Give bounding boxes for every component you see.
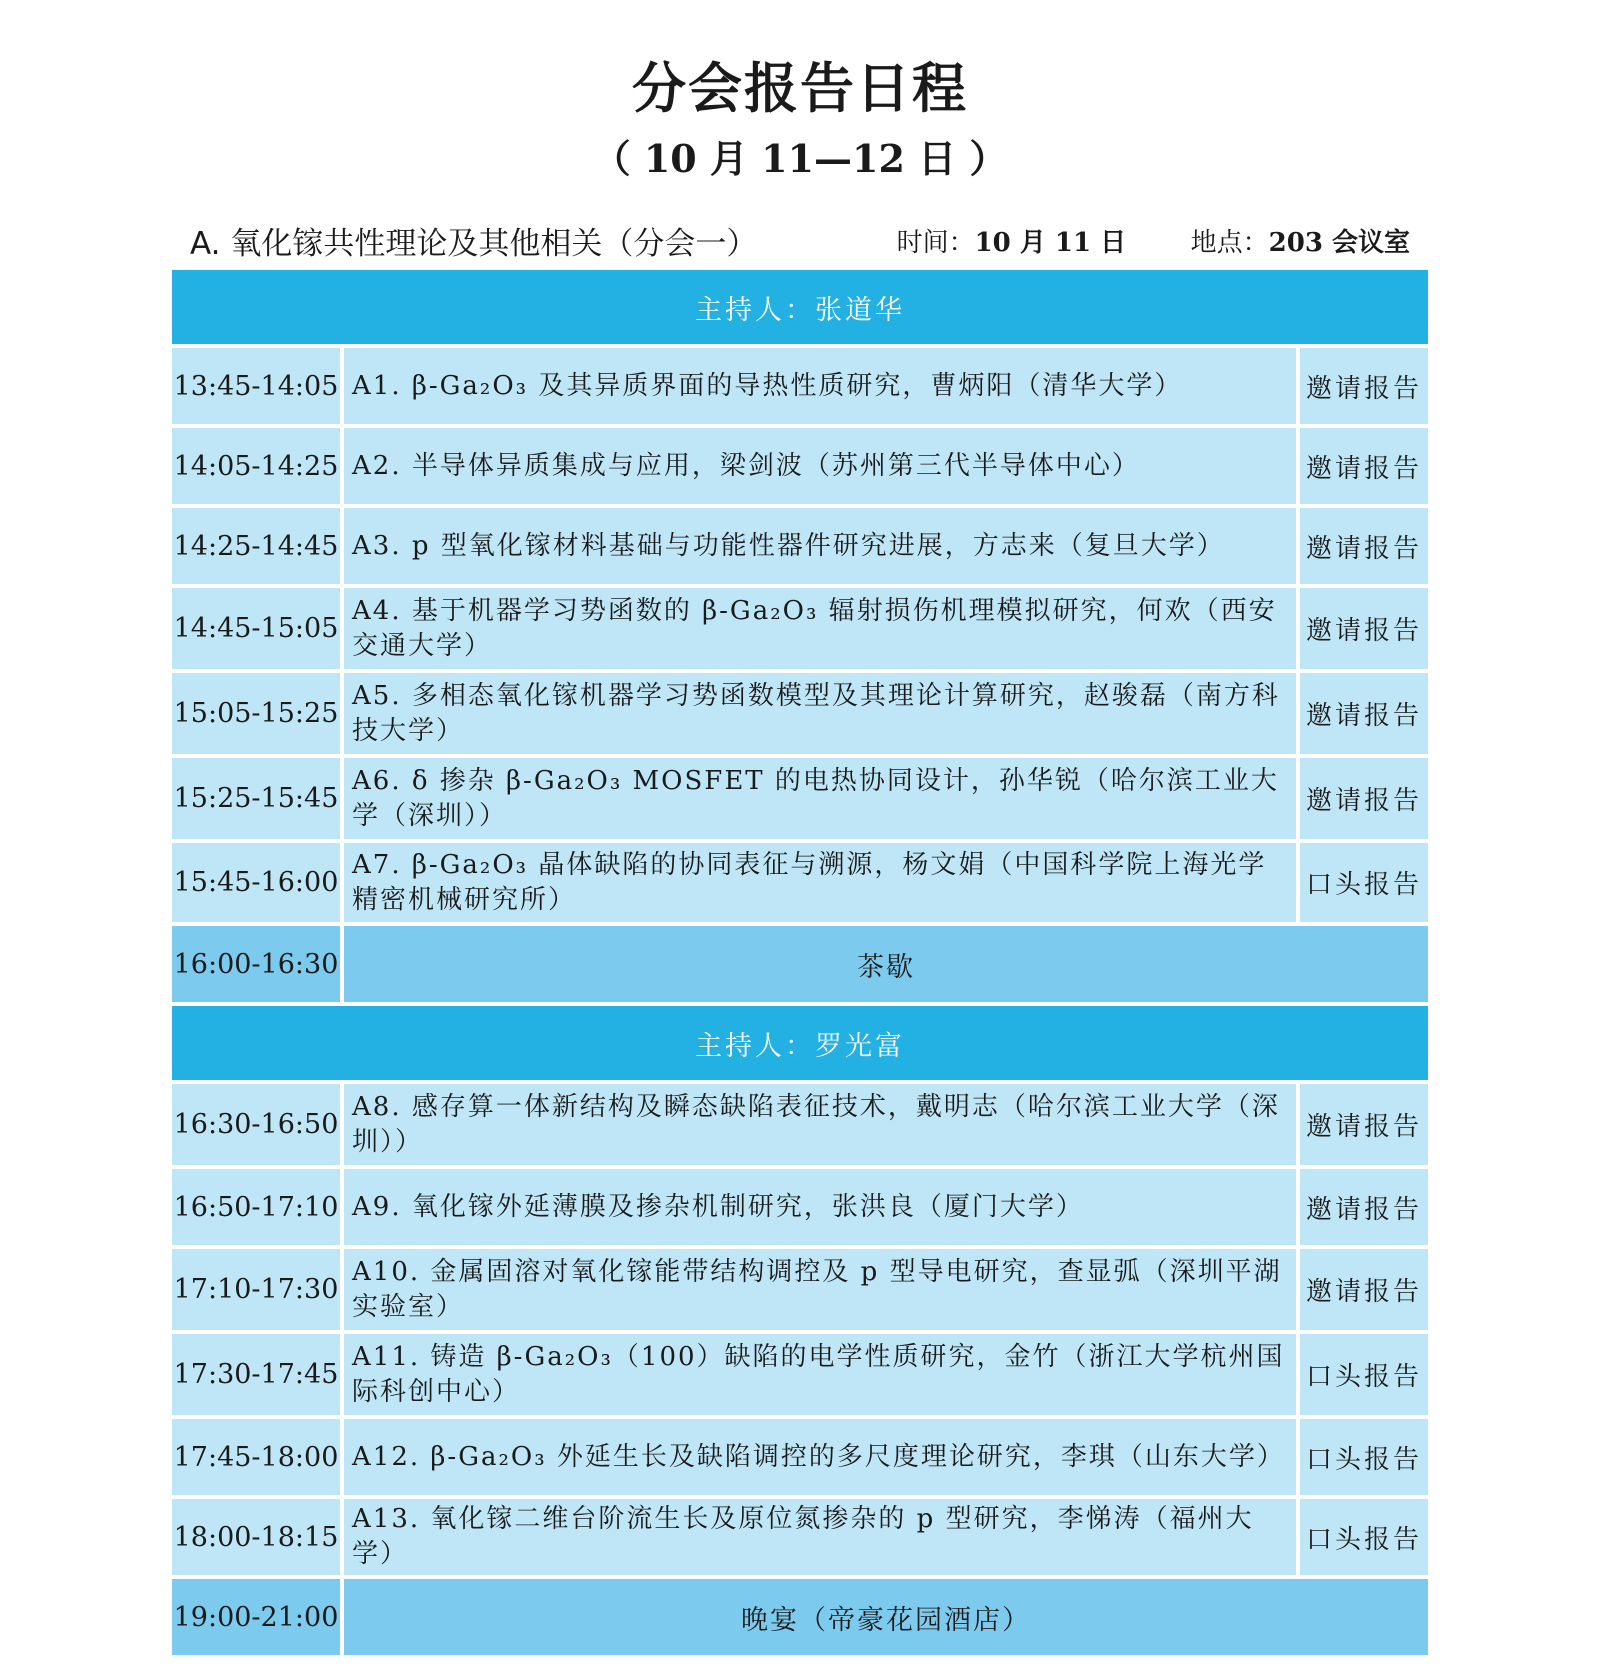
- break-row: [172, 926, 1428, 1002]
- time-label: 时间：: [896, 228, 975, 258]
- row-time: 13:45-14:05: [172, 348, 340, 424]
- row-time: 16:50-17:10: [172, 1169, 340, 1245]
- row-type: 邀请报告: [1300, 428, 1428, 504]
- break-time: 16:00-16:30: [172, 926, 340, 1002]
- row-content: A12. β-Ga₂O₃ 外延生长及缺陷调控的多尺度理论研究，李琪（山东大学）: [344, 1419, 1296, 1495]
- row-time: 16:30-16:50: [172, 1084, 340, 1165]
- row-time: 14:05-14:25: [172, 428, 340, 504]
- host-banner: 主持人：张道华: [172, 270, 1428, 344]
- page-title: 分会报告日程: [632, 57, 968, 120]
- table-row: [172, 588, 1428, 669]
- row-content: A5. 多相态氧化镓机器学习势函数模型及其理论计算研究，赵骏磊（南方科技大学）: [344, 673, 1296, 754]
- row-time: 15:45-16:00: [172, 843, 340, 922]
- row-type: 邀请报告: [1300, 758, 1428, 839]
- row-content: A11. 铸造 β-Ga₂O₃（100）缺陷的电学性质研究，金竹（浙江大学杭州国际科创中心）: [344, 1334, 1296, 1415]
- row-type: 口头报告: [1300, 1334, 1428, 1415]
- table-row: [172, 758, 1428, 839]
- time-value: 10 月 11 日: [974, 228, 1127, 258]
- row-content: A9. 氧化镓外延薄膜及掺杂机制研究，张洪良（厦门大学）: [344, 1169, 1296, 1245]
- row-time: 17:30-17:45: [172, 1334, 340, 1415]
- row-type: 邀请报告: [1300, 348, 1428, 424]
- table-row: [172, 1499, 1428, 1575]
- table-row: [172, 428, 1428, 504]
- row-type: 邀请报告: [1300, 1249, 1428, 1330]
- row-content: A10. 金属固溶对氧化镓能带结构调控及 p 型导电研究，查显弧（深圳平湖实验室）: [344, 1249, 1296, 1330]
- row-time: 15:25-15:45: [172, 758, 340, 839]
- row-time: 17:45-18:00: [172, 1419, 340, 1495]
- host-banner: 主持人：罗光富: [172, 1006, 1428, 1080]
- table-row: [172, 1169, 1428, 1245]
- table-row: [172, 1419, 1428, 1495]
- session-meta: [897, 222, 1410, 259]
- row-content: A6. δ 掺杂 β-Ga₂O₃ MOSFET 的电热协同设计，孙华锐（哈尔滨工业大学（深圳））: [344, 758, 1296, 839]
- place-label: 地点：: [1190, 228, 1269, 258]
- table-row: [172, 1084, 1428, 1165]
- row-time: 14:45-15:05: [172, 588, 340, 669]
- row-content: A2. 半导体异质集成与应用，梁剑波（苏州第三代半导体中心）: [344, 428, 1296, 504]
- row-type: 口头报告: [1300, 1419, 1428, 1495]
- table-row: [172, 508, 1428, 584]
- table-row: [172, 1334, 1428, 1415]
- break-row: [172, 1579, 1428, 1655]
- break-label: 晚宴（帝豪花园酒店）: [344, 1579, 1428, 1655]
- row-time: 18:00-18:15: [172, 1499, 340, 1575]
- session-title: A. 氧化镓共性理论及其他相关（分会一）: [190, 226, 758, 262]
- row-content: A8. 感存算一体新结构及瞬态缺陷表征技术，戴明志（哈尔滨工业大学（深圳））: [344, 1084, 1296, 1165]
- row-type: 邀请报告: [1300, 673, 1428, 754]
- table-row: [172, 843, 1428, 922]
- table-row: [172, 348, 1428, 424]
- row-type: 邀请报告: [1300, 508, 1428, 584]
- row-type: 邀请报告: [1300, 1169, 1428, 1245]
- break-label: 茶歇: [344, 926, 1428, 1002]
- row-type: 邀请报告: [1300, 588, 1428, 669]
- date-range: （ 10 月 11—12 日 ）: [592, 136, 1008, 181]
- row-content: A3. p 型氧化镓材料基础与功能性器件研究进展，方志来（复旦大学）: [344, 508, 1296, 584]
- row-content: A4. 基于机器学习势函数的 β-Ga₂O₃ 辐射损伤机理模拟研究，何欢（西安交通大学）: [344, 588, 1296, 669]
- table-row: [172, 673, 1428, 754]
- row-type: 邀请报告: [1300, 1084, 1428, 1165]
- row-type: 口头报告: [1300, 1499, 1428, 1575]
- row-time: 15:05-15:25: [172, 673, 340, 754]
- row-time: 17:10-17:30: [172, 1249, 340, 1330]
- row-content: A7. β-Ga₂O₃ 晶体缺陷的协同表征与溯源，杨文娟（中国科学院上海光学精密机械研究所）: [344, 843, 1296, 922]
- row-content: A13. 氧化镓二维台阶流生长及原位氮掺杂的 p 型研究，李悌涛（福州大学）: [344, 1499, 1296, 1575]
- row-content: A1. β-Ga₂O₃ 及其异质界面的导热性质研究，曹炳阳（清华大学）: [344, 348, 1296, 424]
- break-time: 19:00-21:00: [172, 1579, 340, 1655]
- table-row: [172, 1249, 1428, 1330]
- session-header: [190, 218, 1410, 262]
- schedule-table: [172, 270, 1428, 1659]
- row-time: 14:25-14:45: [172, 508, 340, 584]
- row-type: 口头报告: [1300, 843, 1428, 922]
- place-value: 203 会议室: [1268, 228, 1410, 258]
